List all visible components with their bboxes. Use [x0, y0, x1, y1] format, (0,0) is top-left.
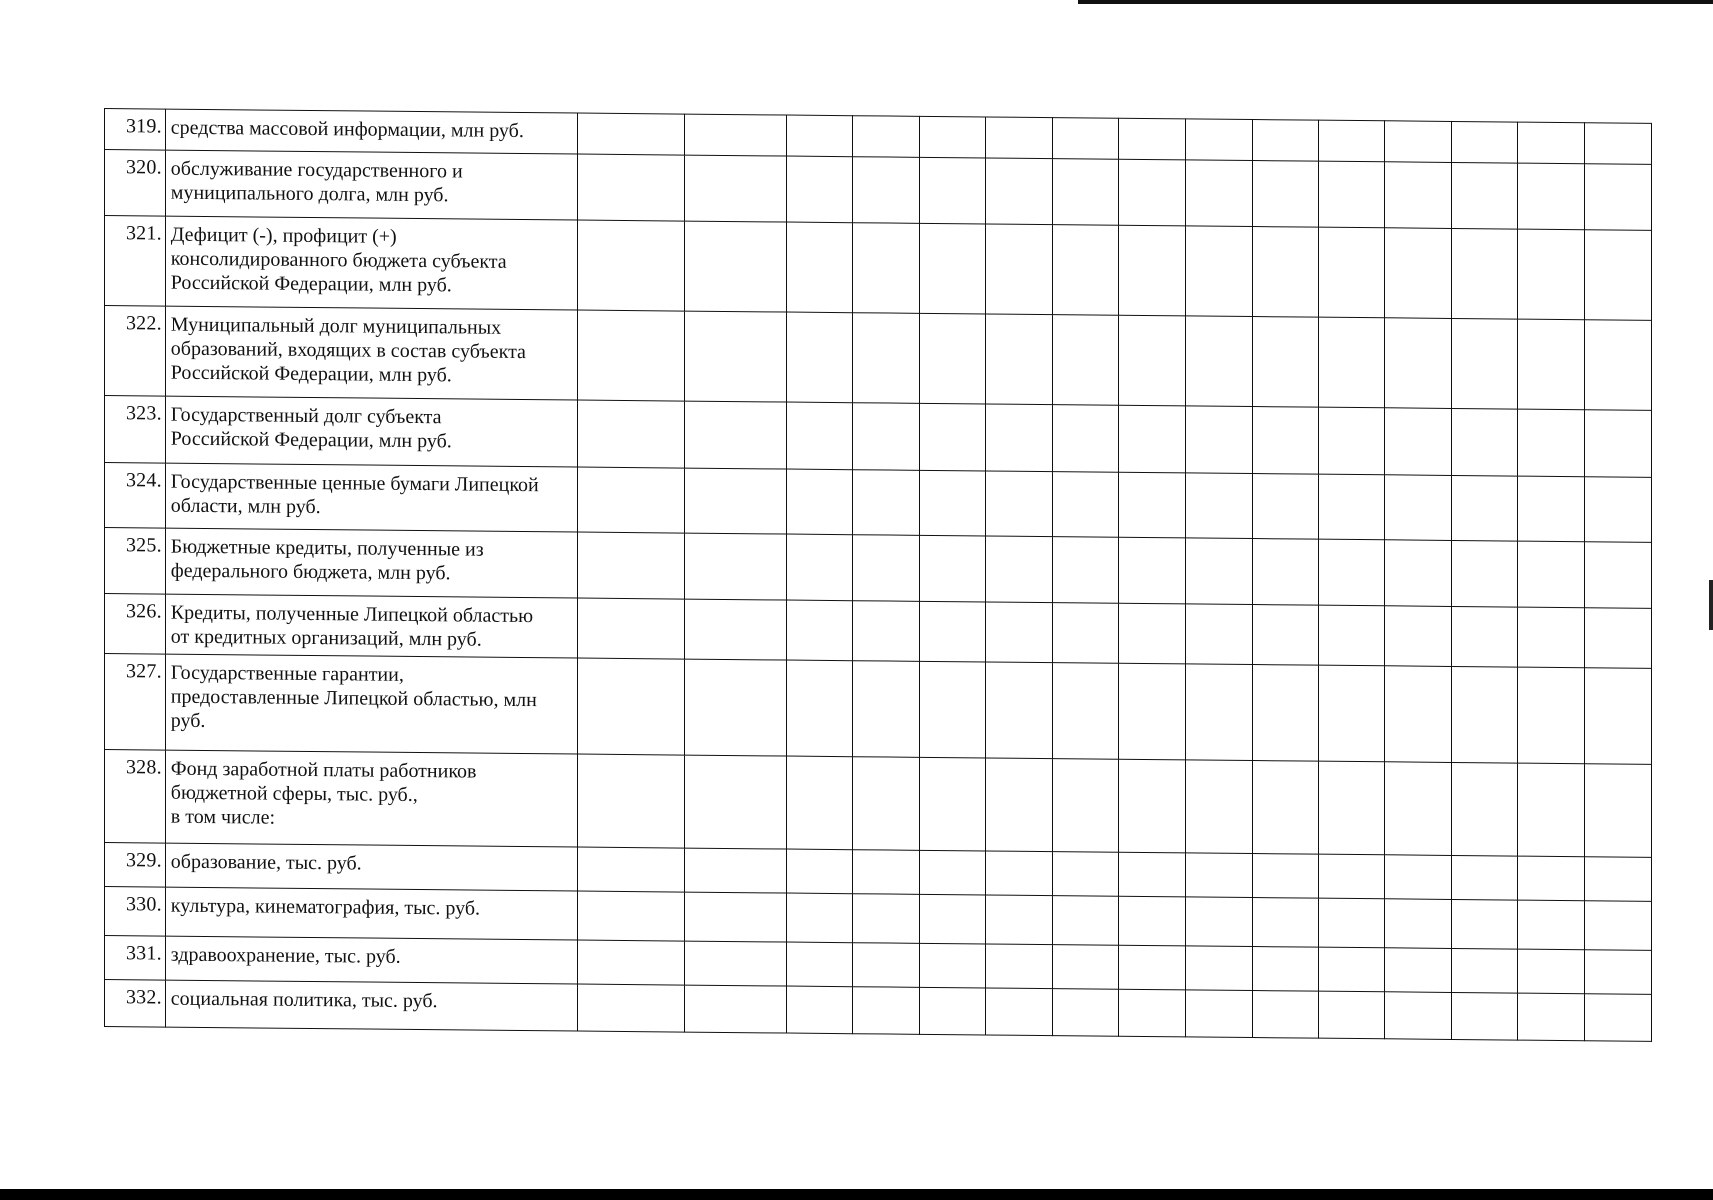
value-cell [1584, 950, 1651, 995]
value-cell [787, 893, 853, 943]
value-cell [920, 661, 986, 758]
indicator-label [165, 109, 577, 154]
value-cell [1252, 761, 1318, 855]
value-cell [1451, 606, 1517, 667]
value-cell [1384, 408, 1451, 476]
value-cell [1119, 989, 1185, 1037]
indicator-label-line: здравоохранение, тыс. руб. [170, 943, 401, 968]
value-cell [1384, 992, 1451, 1040]
value-cell [853, 601, 920, 662]
value-cell [577, 658, 684, 755]
table-row [105, 306, 1652, 411]
indicator-label-line: Государственный долг субъекта [170, 403, 442, 429]
value-cell [684, 599, 787, 660]
value-cell [986, 758, 1053, 852]
value-cell [986, 471, 1053, 537]
value-cell [920, 313, 986, 404]
value-cell [1517, 229, 1584, 320]
value-cell [1384, 855, 1451, 900]
value-cell [853, 223, 920, 314]
value-cell [1119, 945, 1185, 990]
value-cell [1185, 760, 1252, 854]
value-cell [577, 754, 684, 848]
value-cell [1185, 853, 1252, 898]
value-cell [1584, 764, 1651, 858]
value-cell [1517, 667, 1584, 764]
value-cell [1185, 406, 1252, 474]
indicator-label-line: Кредиты, полученные Липецкой областью [170, 601, 534, 628]
value-cell [1451, 318, 1517, 409]
value-cell [1384, 540, 1451, 607]
indicator-label [165, 750, 577, 847]
value-cell [1517, 476, 1584, 542]
indicator-label [165, 654, 577, 754]
value-cell [1451, 475, 1517, 541]
value-cell [1584, 164, 1651, 231]
value-cell [853, 470, 920, 536]
row-number: 329. [105, 843, 166, 888]
value-cell [1451, 162, 1517, 229]
value-cell [1185, 538, 1252, 605]
value-cell [853, 116, 920, 158]
value-cell [1584, 901, 1651, 951]
value-cell [920, 223, 986, 314]
value-cell [1185, 946, 1252, 991]
indicator-label-line: культура, кинематография, тыс. руб. [170, 894, 481, 920]
value-cell [577, 940, 684, 985]
table-row [105, 750, 1652, 858]
value-cell [577, 310, 684, 401]
indicator-label-line: от кредитных организаций, млн руб. [170, 625, 482, 651]
value-cell [1053, 118, 1119, 160]
value-cell [1384, 666, 1451, 763]
value-cell [787, 534, 853, 601]
value-cell [684, 155, 787, 222]
row-number: 325. [105, 528, 166, 595]
value-cell [1517, 409, 1584, 477]
indicator-label [165, 150, 577, 220]
indicator-label-line: в том числе: [170, 805, 276, 829]
value-cell [684, 892, 787, 942]
value-cell [1053, 405, 1119, 473]
value-cell [1053, 989, 1119, 1037]
value-cell [1185, 897, 1252, 947]
value-cell [787, 115, 853, 157]
value-cell [1119, 852, 1185, 897]
value-cell [1252, 991, 1318, 1039]
indicator-label-line: области, млн руб. [170, 494, 321, 519]
value-cell [1318, 991, 1384, 1039]
value-cell [1451, 408, 1517, 476]
value-cell [920, 850, 986, 895]
value-cell [920, 987, 986, 1035]
value-cell [853, 313, 920, 404]
value-cell [1185, 316, 1252, 407]
indicator-label [165, 396, 577, 467]
indicator-label [165, 528, 577, 598]
value-cell [787, 756, 853, 850]
value-cell [577, 891, 684, 941]
indicator-label-line: Российской Федерации, млн руб. [170, 427, 452, 453]
value-cell [1053, 852, 1119, 897]
value-cell [986, 988, 1053, 1036]
value-cell [1584, 668, 1651, 765]
value-cell [853, 850, 920, 895]
indicator-label-line: социальная политика, тыс. руб. [170, 987, 438, 1013]
value-cell [1517, 319, 1584, 410]
value-cell [1053, 159, 1119, 226]
value-cell [1318, 539, 1384, 606]
value-cell [684, 985, 787, 1033]
value-cell [1517, 900, 1584, 950]
value-cell [577, 598, 684, 659]
indicator-label [165, 980, 577, 1031]
value-cell [577, 154, 684, 221]
value-cell [986, 404, 1053, 472]
value-cell [1252, 227, 1318, 318]
row-number: 330. [105, 887, 166, 937]
scan-edge-top [1078, 0, 1713, 4]
value-cell [1119, 537, 1185, 604]
value-cell [577, 113, 684, 155]
indicator-label-line: федерального бюджета, млн руб. [170, 559, 451, 585]
table-wrapper [104, 108, 1652, 1042]
value-cell [1185, 664, 1252, 761]
value-cell [920, 470, 986, 536]
value-cell [986, 314, 1053, 405]
value-cell [1584, 123, 1651, 165]
value-cell [1119, 159, 1185, 226]
value-cell [853, 535, 920, 602]
value-cell [920, 601, 986, 662]
value-cell [1252, 407, 1318, 475]
indicator-label-line: Муниципальный долг муниципальных [170, 313, 502, 339]
value-cell [1185, 604, 1252, 665]
value-cell [684, 848, 787, 893]
value-cell [1584, 857, 1651, 902]
value-cell [920, 535, 986, 602]
indicator-label [165, 216, 577, 310]
indicator-table [104, 108, 1652, 1042]
indicator-label [165, 936, 577, 984]
indicator-label-line: руб. [170, 709, 206, 732]
value-cell [1252, 474, 1318, 540]
row-number: 321. [105, 216, 166, 307]
indicator-label-line: Бюджетные кредиты, полученные из [170, 535, 484, 561]
value-cell [920, 403, 986, 471]
value-cell [1384, 121, 1451, 163]
value-cell [1451, 992, 1517, 1040]
value-cell [1517, 993, 1584, 1041]
value-cell [853, 661, 920, 758]
value-cell [1252, 665, 1318, 762]
value-cell [787, 600, 853, 661]
value-cell [1252, 605, 1318, 666]
indicator-label-line: Государственные гарантии, [170, 661, 404, 686]
value-cell [1185, 119, 1252, 161]
value-cell [684, 941, 787, 986]
value-cell [1451, 228, 1517, 319]
value-cell [986, 602, 1053, 663]
value-cell [1053, 945, 1119, 990]
table-row [105, 654, 1652, 765]
value-cell [684, 659, 787, 756]
scan-edge-right [1709, 580, 1713, 630]
value-cell [1119, 225, 1185, 316]
value-cell [1318, 947, 1384, 992]
value-cell [1451, 666, 1517, 763]
value-cell [1119, 759, 1185, 853]
row-number: 327. [105, 654, 166, 751]
indicator-label [165, 306, 577, 400]
value-cell [1053, 472, 1119, 538]
value-cell [1384, 762, 1451, 856]
value-cell [986, 117, 1053, 159]
indicator-label [165, 463, 577, 532]
value-cell [1252, 317, 1318, 408]
value-cell [1053, 537, 1119, 604]
value-cell [1119, 896, 1185, 946]
value-cell [920, 116, 986, 158]
value-cell [1318, 474, 1384, 540]
value-cell [684, 533, 787, 600]
value-cell [1517, 163, 1584, 230]
value-cell [986, 224, 1053, 315]
value-cell [1384, 162, 1451, 229]
value-cell [1384, 475, 1451, 541]
value-cell [986, 662, 1053, 759]
value-cell [986, 536, 1053, 603]
value-cell [1584, 320, 1651, 411]
value-cell [1451, 762, 1517, 856]
value-cell [853, 157, 920, 224]
value-cell [1451, 899, 1517, 949]
value-cell [1318, 161, 1384, 228]
value-cell [1451, 540, 1517, 607]
value-cell [1119, 472, 1185, 538]
value-cell [1318, 407, 1384, 475]
value-cell [986, 158, 1053, 225]
value-cell [787, 222, 853, 313]
value-cell [1252, 161, 1318, 228]
value-cell [920, 157, 986, 224]
value-cell [1053, 603, 1119, 664]
value-cell [1252, 539, 1318, 606]
indicator-label-line: муниципального долга, млн руб. [170, 181, 449, 207]
value-cell [986, 895, 1053, 945]
value-cell [986, 851, 1053, 896]
value-cell [577, 984, 684, 1032]
indicator-label-line: обслуживание государственного и [170, 157, 463, 183]
value-cell [577, 400, 684, 468]
indicator-label-line: Дефицит (-), профицит (+) [170, 223, 397, 248]
value-cell [684, 221, 787, 312]
value-cell [1053, 759, 1119, 853]
value-cell [577, 532, 684, 599]
value-cell [1517, 122, 1584, 164]
value-cell [787, 942, 853, 987]
indicator-label-line: средства массовой информации, млн руб. [170, 116, 524, 143]
value-cell [853, 987, 920, 1035]
value-cell [1451, 948, 1517, 993]
row-number: 332. [105, 980, 166, 1028]
value-cell [986, 944, 1053, 989]
row-number: 331. [105, 936, 166, 981]
value-cell [1384, 606, 1451, 667]
value-cell [1252, 854, 1318, 899]
value-cell [1185, 473, 1252, 539]
value-cell [1252, 120, 1318, 162]
value-cell [1318, 665, 1384, 762]
value-cell [1384, 948, 1451, 993]
value-cell [1185, 160, 1252, 227]
value-cell [853, 943, 920, 988]
indicator-label-line: Российской Федерации, млн руб. [170, 361, 452, 387]
value-cell [1053, 315, 1119, 406]
value-cell [1252, 947, 1318, 992]
value-cell [1318, 227, 1384, 318]
value-cell [1517, 763, 1584, 857]
indicator-label-line: бюджетной сферы, тыс. руб., [170, 781, 418, 807]
value-cell [787, 402, 853, 470]
value-cell [1185, 990, 1252, 1038]
value-cell [577, 220, 684, 311]
value-cell [1252, 898, 1318, 948]
indicator-label-line: образование, тыс. руб. [170, 850, 362, 875]
value-cell [787, 469, 853, 535]
row-number: 319. [105, 109, 166, 151]
indicator-label [165, 594, 577, 658]
value-cell [1318, 120, 1384, 162]
value-cell [1384, 318, 1451, 409]
value-cell [1584, 542, 1651, 609]
value-cell [920, 894, 986, 944]
value-cell [1053, 896, 1119, 946]
value-cell [684, 755, 787, 849]
value-cell [1053, 225, 1119, 316]
value-cell [920, 943, 986, 988]
value-cell [1584, 410, 1651, 478]
indicator-label [165, 843, 577, 891]
value-cell [1384, 899, 1451, 949]
value-cell [1119, 663, 1185, 760]
value-cell [1451, 855, 1517, 900]
value-cell [1318, 761, 1384, 855]
value-cell [1584, 477, 1651, 543]
value-cell [577, 467, 684, 533]
value-cell [684, 468, 787, 534]
value-cell [1517, 856, 1584, 901]
value-cell [1185, 226, 1252, 317]
indicator-label-line: предоставленные Липецкой областью, млн [170, 685, 537, 712]
value-cell [1318, 854, 1384, 899]
row-number: 323. [105, 396, 166, 464]
value-cell [1517, 541, 1584, 608]
value-cell [1318, 605, 1384, 666]
value-cell [1053, 663, 1119, 760]
value-cell [787, 660, 853, 757]
value-cell [787, 156, 853, 223]
table-row [105, 216, 1652, 321]
value-cell [1318, 317, 1384, 408]
indicator-label-line: Государственные ценные бумаги Липецкой [170, 470, 539, 497]
value-cell [577, 847, 684, 892]
value-cell [853, 894, 920, 944]
value-cell [920, 757, 986, 851]
value-cell [853, 403, 920, 471]
value-cell [684, 311, 787, 402]
value-cell [853, 757, 920, 851]
table-body [105, 109, 1652, 1042]
row-number: 328. [105, 750, 166, 844]
value-cell [684, 114, 787, 156]
row-number: 320. [105, 150, 166, 217]
value-cell [787, 849, 853, 894]
value-cell [1517, 607, 1584, 668]
value-cell [1318, 898, 1384, 948]
value-cell [1384, 228, 1451, 319]
value-cell [1584, 994, 1651, 1042]
value-cell [1584, 230, 1651, 321]
indicator-label-line: Фонд заработной платы работников [170, 757, 477, 783]
row-number: 324. [105, 463, 166, 529]
value-cell [1584, 608, 1651, 669]
indicator-label-line: консолидированного бюджета субъекта [170, 247, 507, 273]
value-cell [1119, 118, 1185, 160]
value-cell [1451, 121, 1517, 163]
value-cell [1119, 315, 1185, 406]
indicator-label-line: образований, входящих в состав субъекта [170, 337, 526, 364]
scan-edge-bottom [0, 1189, 1713, 1200]
indicator-label [165, 887, 577, 940]
value-cell [787, 312, 853, 403]
value-cell [1119, 603, 1185, 664]
indicator-label-line: Российской Федерации, млн руб. [170, 271, 452, 297]
row-number: 326. [105, 594, 166, 655]
value-cell [1517, 949, 1584, 994]
row-number: 322. [105, 306, 166, 397]
value-cell [787, 986, 853, 1034]
value-cell [1119, 405, 1185, 473]
value-cell [684, 401, 787, 469]
